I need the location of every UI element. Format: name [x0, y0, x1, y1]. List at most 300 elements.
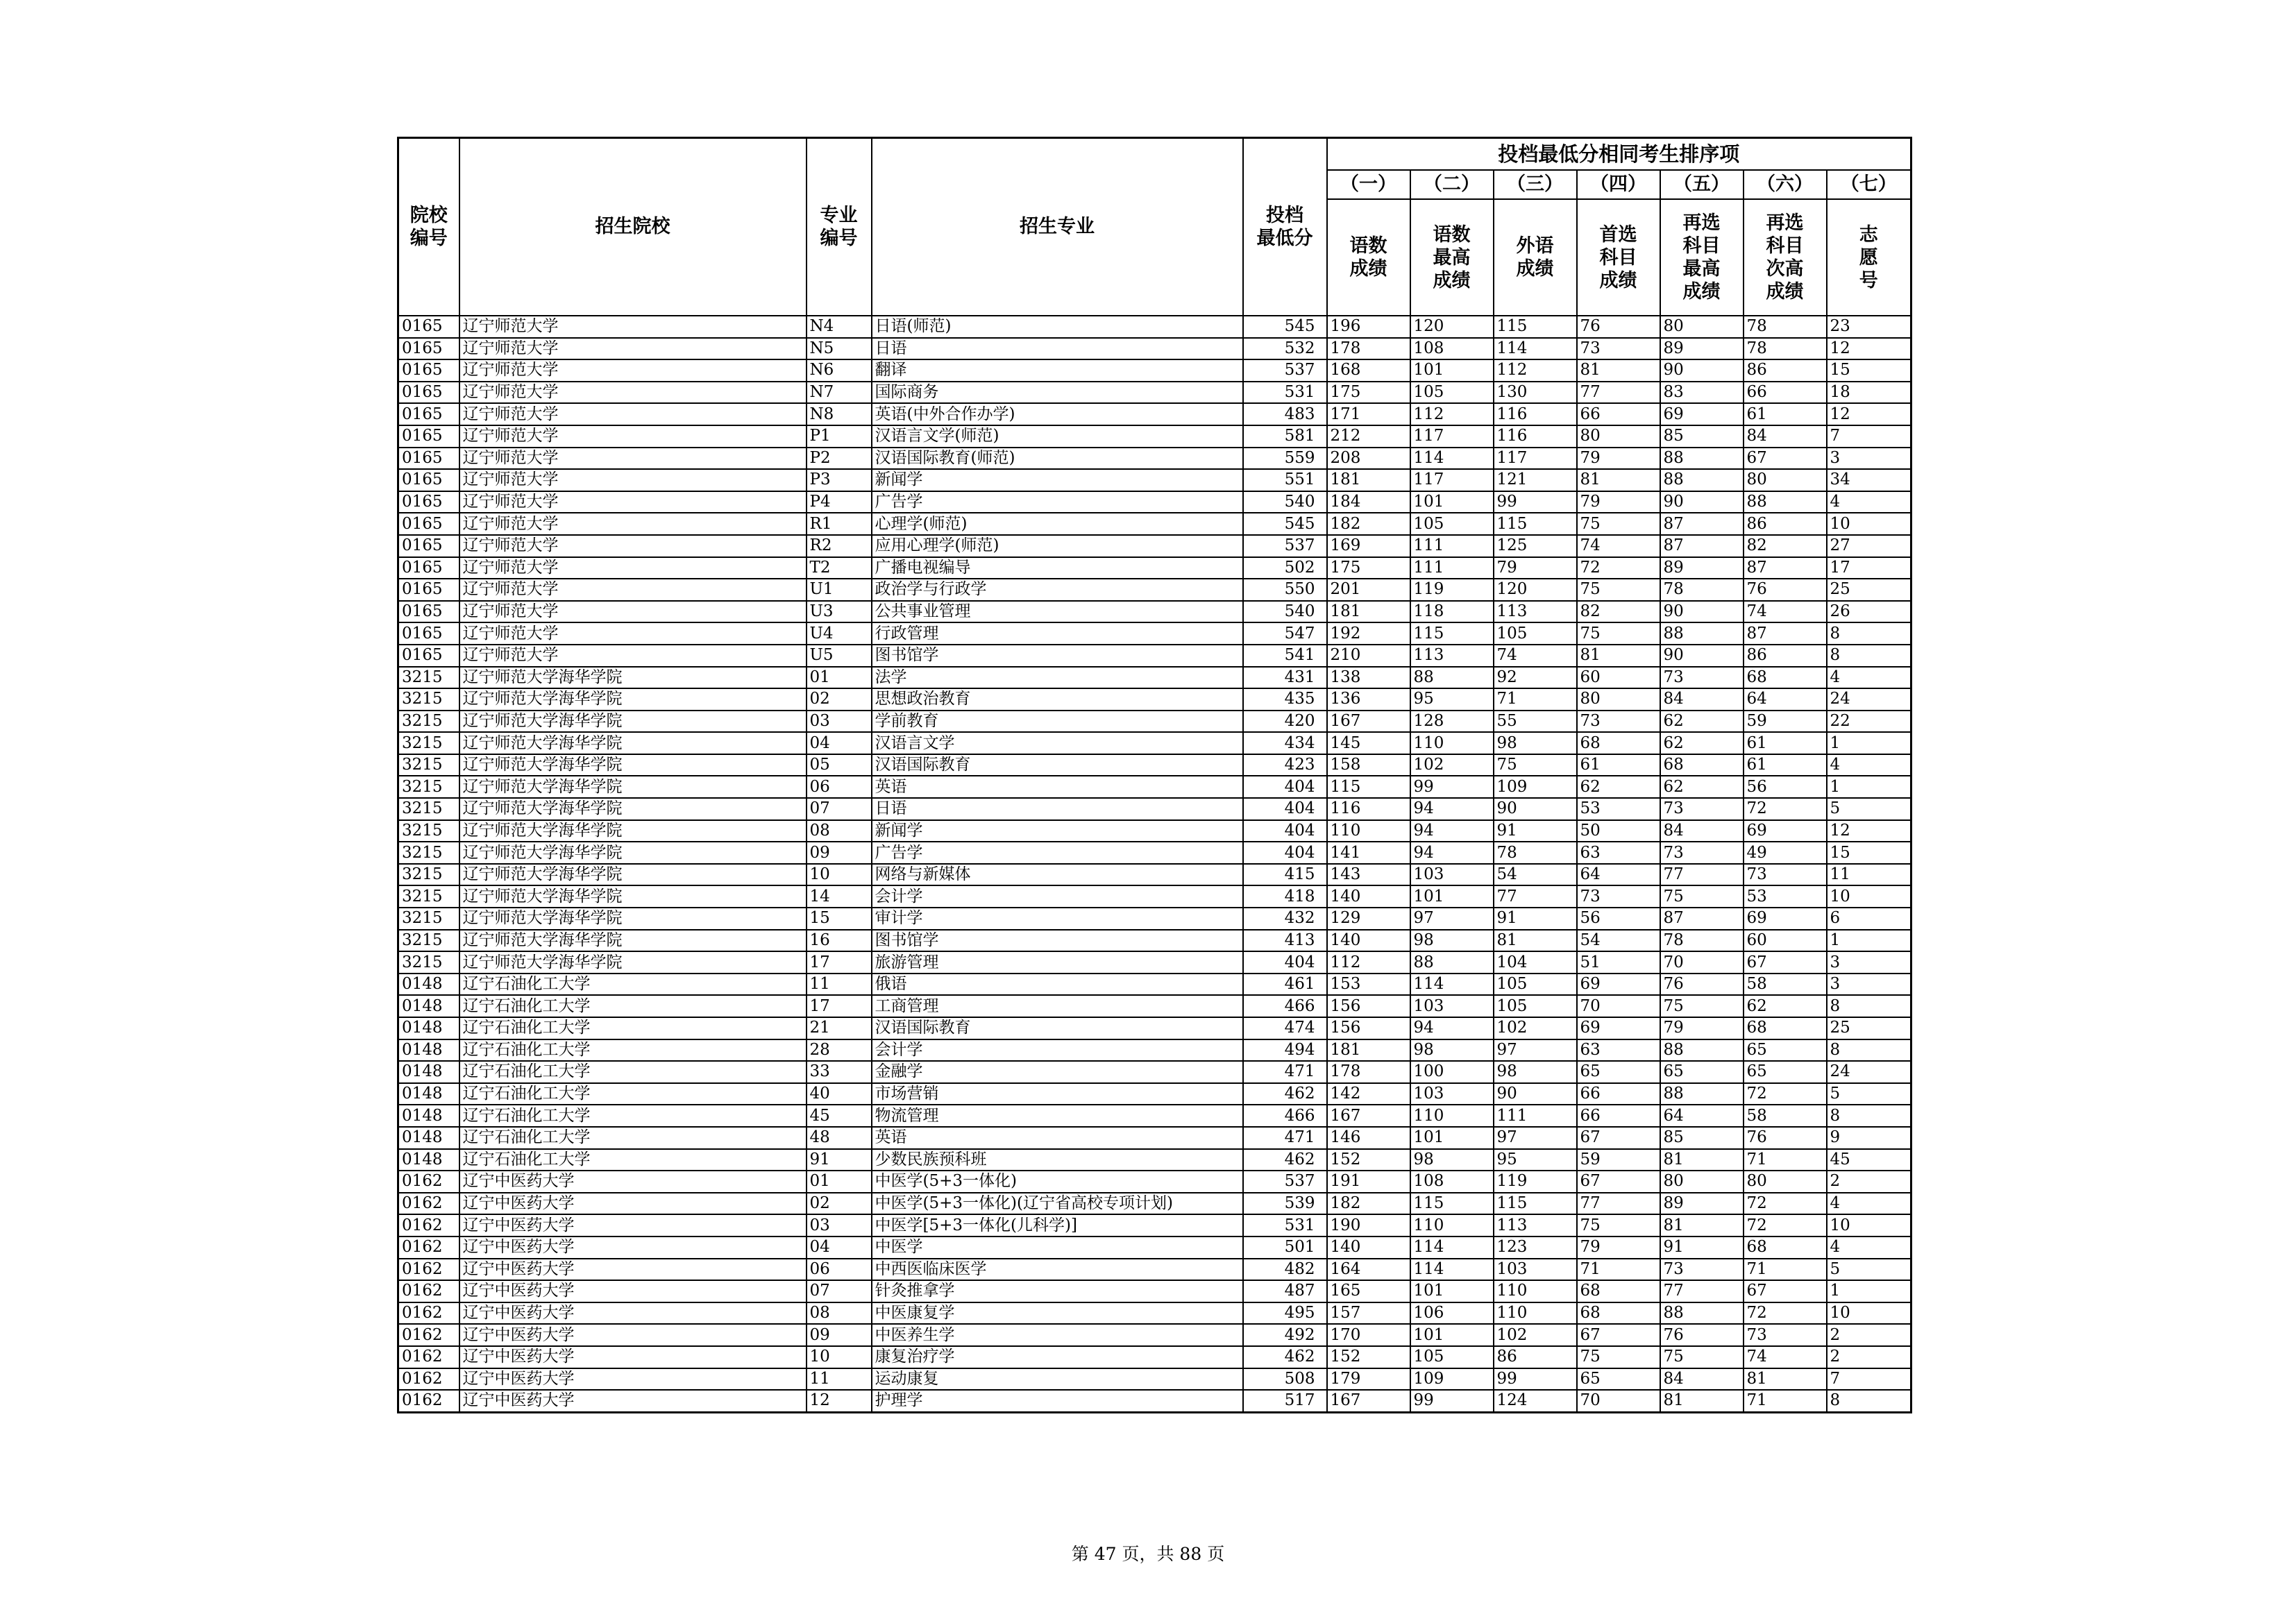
table-row — [398, 885, 1911, 908]
major-name-cell: 思想政治教育 — [872, 688, 1243, 711]
sort2-cell: 101 — [1410, 1280, 1494, 1302]
school-name-cell: 辽宁中医药大学 — [459, 1390, 807, 1412]
table-row — [398, 754, 1911, 776]
sort6-cell: 72 — [1744, 1214, 1827, 1237]
school-name-cell: 辽宁石油化工大学 — [459, 1083, 807, 1105]
sort4-cell: 59 — [1577, 1149, 1660, 1171]
sort2-cell: 113 — [1410, 645, 1494, 667]
sort4-cell: 75 — [1577, 513, 1660, 535]
sort2-cell: 101 — [1410, 885, 1494, 908]
sort4-cell: 72 — [1577, 557, 1660, 579]
sort1-cell: 140 — [1327, 885, 1410, 908]
sort5-cell: 87 — [1660, 908, 1744, 930]
sort1-cell: 182 — [1327, 1193, 1410, 1215]
sort6-cell: 78 — [1744, 338, 1827, 360]
sort5-cell: 77 — [1660, 1280, 1744, 1302]
sort3-cell: 115 — [1494, 513, 1577, 535]
table-row — [398, 448, 1911, 470]
sort6-cell: 74 — [1744, 601, 1827, 623]
major-name-cell: 新闻学 — [872, 820, 1243, 842]
sort3-cell: 113 — [1494, 601, 1577, 623]
sort4-cell: 75 — [1577, 579, 1660, 601]
sort7-cell: 4 — [1827, 1193, 1911, 1215]
sort1-cell: 171 — [1327, 403, 1410, 425]
min-score-cell: 550 — [1243, 579, 1327, 601]
header-sort-item: 语数 最高 成绩 — [1410, 199, 1494, 316]
school-name-cell: 辽宁石油化工大学 — [459, 995, 807, 1017]
sort3-cell: 114 — [1494, 338, 1577, 360]
major-name-cell: 俄语 — [872, 974, 1243, 996]
min-score-cell: 501 — [1243, 1237, 1327, 1259]
header-sort-number: （五） — [1660, 170, 1744, 199]
sort1-cell: 178 — [1327, 338, 1410, 360]
school-name-cell: 辽宁师范大学 — [459, 601, 807, 623]
sort7-cell: 1 — [1827, 930, 1911, 952]
sort3-cell: 75 — [1494, 754, 1577, 776]
header-sort-number: （六） — [1744, 170, 1827, 199]
major-code-cell: 17 — [807, 995, 872, 1017]
table-row — [398, 798, 1911, 820]
sort6-cell: 62 — [1744, 995, 1827, 1017]
school-name-cell: 辽宁师范大学海华学院 — [459, 754, 807, 776]
table-row — [398, 338, 1911, 360]
sort7-cell: 23 — [1827, 316, 1911, 338]
sort1-cell: 175 — [1327, 557, 1410, 579]
sort6-cell: 71 — [1744, 1390, 1827, 1412]
major-code-cell: 04 — [807, 1237, 872, 1259]
sort4-cell: 74 — [1577, 535, 1660, 557]
school-name-cell: 辽宁石油化工大学 — [459, 1105, 807, 1127]
sort7-cell: 2 — [1827, 1346, 1911, 1368]
sort2-cell: 101 — [1410, 359, 1494, 382]
sort7-cell: 1 — [1827, 1280, 1911, 1302]
sort1-cell: 169 — [1327, 535, 1410, 557]
min-score-cell: 466 — [1243, 995, 1327, 1017]
sort3-cell: 113 — [1494, 1214, 1577, 1237]
school-code-cell: 3215 — [398, 842, 459, 864]
sort1-cell: 168 — [1327, 359, 1410, 382]
sort1-cell: 179 — [1327, 1368, 1410, 1391]
sort2-cell: 105 — [1410, 382, 1494, 404]
table-row — [398, 1237, 1911, 1259]
min-score-cell: 482 — [1243, 1259, 1327, 1281]
sort1-cell: 170 — [1327, 1324, 1410, 1346]
min-score-cell: 466 — [1243, 1105, 1327, 1127]
school-name-cell: 辽宁师范大学 — [459, 513, 807, 535]
table-row — [398, 711, 1911, 733]
sort7-cell: 5 — [1827, 798, 1911, 820]
sort7-cell: 10 — [1827, 885, 1911, 908]
sort4-cell: 75 — [1577, 622, 1660, 645]
admission-score-table — [397, 137, 1912, 1413]
school-name-cell: 辽宁师范大学 — [459, 579, 807, 601]
major-name-cell: 英语 — [872, 1127, 1243, 1149]
header-sort-item: 外语 成绩 — [1494, 199, 1577, 316]
sort5-cell: 88 — [1660, 622, 1744, 645]
sort4-cell: 50 — [1577, 820, 1660, 842]
school-code-cell: 3215 — [398, 688, 459, 711]
header-school-code: 院校 编号 — [398, 138, 459, 316]
major-name-cell: 护理学 — [872, 1390, 1243, 1412]
major-code-cell: N4 — [807, 316, 872, 338]
major-name-cell: 工商管理 — [872, 995, 1243, 1017]
sort3-cell: 115 — [1494, 1193, 1577, 1215]
sort3-cell: 110 — [1494, 1302, 1577, 1325]
sort2-cell: 88 — [1410, 667, 1494, 689]
sort4-cell: 80 — [1577, 688, 1660, 711]
major-code-cell: U3 — [807, 601, 872, 623]
school-name-cell: 辽宁中医药大学 — [459, 1193, 807, 1215]
table-row — [398, 995, 1911, 1017]
school-name-cell: 辽宁师范大学海华学院 — [459, 688, 807, 711]
sort2-cell: 108 — [1410, 1171, 1494, 1193]
sort7-cell: 5 — [1827, 1259, 1911, 1281]
table-row — [398, 1017, 1911, 1039]
sort1-cell: 146 — [1327, 1127, 1410, 1149]
sort1-cell: 142 — [1327, 1083, 1410, 1105]
sort7-cell: 24 — [1827, 1061, 1911, 1083]
major-name-cell: 物流管理 — [872, 1105, 1243, 1127]
sort7-cell: 15 — [1827, 842, 1911, 864]
sort1-cell: 181 — [1327, 469, 1410, 491]
table-row — [398, 1061, 1911, 1083]
min-score-cell: 547 — [1243, 622, 1327, 645]
sort6-cell: 68 — [1744, 1237, 1827, 1259]
school-code-cell: 0162 — [398, 1390, 459, 1412]
sort6-cell: 86 — [1744, 645, 1827, 667]
major-code-cell: N7 — [807, 382, 872, 404]
major-name-cell: 广播电视编导 — [872, 557, 1243, 579]
sort1-cell: 129 — [1327, 908, 1410, 930]
sort7-cell: 4 — [1827, 754, 1911, 776]
page-footer: 第 47 页，共 88 页 — [1071, 1544, 1225, 1564]
sort5-cell: 81 — [1660, 1390, 1744, 1412]
sort7-cell: 6 — [1827, 908, 1911, 930]
min-score-cell: 431 — [1243, 667, 1327, 689]
table-row — [398, 316, 1911, 338]
sort2-cell: 98 — [1410, 1149, 1494, 1171]
major-name-cell: 市场营销 — [872, 1083, 1243, 1105]
sort4-cell: 81 — [1577, 469, 1660, 491]
sort2-cell: 114 — [1410, 1237, 1494, 1259]
sort6-cell: 58 — [1744, 974, 1827, 996]
table-row — [398, 513, 1911, 535]
school-code-cell: 0162 — [398, 1302, 459, 1325]
sort1-cell: 192 — [1327, 622, 1410, 645]
sort7-cell: 10 — [1827, 1302, 1911, 1325]
sort4-cell: 64 — [1577, 864, 1660, 886]
school-name-cell: 辽宁中医药大学 — [459, 1237, 807, 1259]
sort1-cell: 175 — [1327, 382, 1410, 404]
min-score-cell: 495 — [1243, 1302, 1327, 1325]
sort2-cell: 100 — [1410, 1061, 1494, 1083]
sort3-cell: 91 — [1494, 820, 1577, 842]
sort3-cell: 111 — [1494, 1105, 1577, 1127]
major-code-cell: 07 — [807, 798, 872, 820]
sort6-cell: 71 — [1744, 1149, 1827, 1171]
sort1-cell: 165 — [1327, 1280, 1410, 1302]
major-name-cell: 汉语言文学(师范) — [872, 425, 1243, 448]
sort7-cell: 10 — [1827, 1214, 1911, 1237]
sort6-cell: 68 — [1744, 1017, 1827, 1039]
sort4-cell: 75 — [1577, 1214, 1660, 1237]
school-name-cell: 辽宁石油化工大学 — [459, 1061, 807, 1083]
table-row — [398, 469, 1911, 491]
min-score-cell: 531 — [1243, 382, 1327, 404]
sort4-cell: 67 — [1577, 1324, 1660, 1346]
major-name-cell: 汉语国际教育 — [872, 754, 1243, 776]
sort2-cell: 114 — [1410, 1259, 1494, 1281]
school-name-cell: 辽宁中医药大学 — [459, 1368, 807, 1391]
header-school-name: 招生院校 — [459, 138, 807, 316]
sort4-cell: 67 — [1577, 1171, 1660, 1193]
table-row — [398, 732, 1911, 754]
header-sort-number: （四） — [1577, 170, 1660, 199]
sort3-cell: 121 — [1494, 469, 1577, 491]
school-name-cell: 辽宁石油化工大学 — [459, 1127, 807, 1149]
sort4-cell: 62 — [1577, 776, 1660, 798]
header-sort-item: 首选 科目 成绩 — [1577, 199, 1660, 316]
sort3-cell: 130 — [1494, 382, 1577, 404]
table-row — [398, 1039, 1911, 1062]
table-row — [398, 688, 1911, 711]
sort4-cell: 79 — [1577, 448, 1660, 470]
major-code-cell: P1 — [807, 425, 872, 448]
school-name-cell: 辽宁师范大学海华学院 — [459, 908, 807, 930]
sort2-cell: 114 — [1410, 448, 1494, 470]
major-code-cell: N5 — [807, 338, 872, 360]
sort7-cell: 1 — [1827, 732, 1911, 754]
major-name-cell: 应用心理学(师范) — [872, 535, 1243, 557]
sort5-cell: 80 — [1660, 316, 1744, 338]
sort2-cell: 117 — [1410, 469, 1494, 491]
major-code-cell: 16 — [807, 930, 872, 952]
min-score-cell: 483 — [1243, 403, 1327, 425]
sort7-cell: 2 — [1827, 1324, 1911, 1346]
sort6-cell: 72 — [1744, 1193, 1827, 1215]
major-code-cell: 03 — [807, 1214, 872, 1237]
major-name-cell: 会计学 — [872, 885, 1243, 908]
sort7-cell: 12 — [1827, 338, 1911, 360]
school-name-cell: 辽宁中医药大学 — [459, 1324, 807, 1346]
school-name-cell: 辽宁师范大学 — [459, 359, 807, 382]
sort7-cell: 18 — [1827, 382, 1911, 404]
major-name-cell: 中西医临床医学 — [872, 1259, 1243, 1281]
sort7-cell: 15 — [1827, 359, 1911, 382]
major-name-cell: 会计学 — [872, 1039, 1243, 1062]
table-row — [398, 1259, 1911, 1281]
sort3-cell: 92 — [1494, 667, 1577, 689]
sort4-cell: 69 — [1577, 974, 1660, 996]
major-name-cell: 英语 — [872, 776, 1243, 798]
school-name-cell: 辽宁石油化工大学 — [459, 1149, 807, 1171]
sort2-cell: 106 — [1410, 1302, 1494, 1325]
table-row — [398, 382, 1911, 404]
min-score-cell: 539 — [1243, 1193, 1327, 1215]
min-score-cell: 462 — [1243, 1346, 1327, 1368]
sort1-cell: 208 — [1327, 448, 1410, 470]
sort6-cell: 67 — [1744, 1280, 1827, 1302]
header-sort-item: 志 愿 号 — [1827, 199, 1911, 316]
sort3-cell: 116 — [1494, 403, 1577, 425]
sort7-cell: 8 — [1827, 995, 1911, 1017]
sort4-cell: 79 — [1577, 491, 1660, 513]
school-name-cell: 辽宁师范大学海华学院 — [459, 732, 807, 754]
sort4-cell: 80 — [1577, 425, 1660, 448]
table-row — [398, 820, 1911, 842]
sort1-cell: 152 — [1327, 1346, 1410, 1368]
school-code-cell: 0148 — [398, 1017, 459, 1039]
school-code-cell: 0165 — [398, 469, 459, 491]
table-body — [398, 316, 1911, 1412]
major-code-cell: 10 — [807, 864, 872, 886]
sort1-cell: 110 — [1327, 820, 1410, 842]
sort5-cell: 89 — [1660, 557, 1744, 579]
sort5-cell: 73 — [1660, 1259, 1744, 1281]
school-name-cell: 辽宁石油化工大学 — [459, 974, 807, 996]
sort2-cell: 95 — [1410, 688, 1494, 711]
school-name-cell: 辽宁师范大学 — [459, 557, 807, 579]
sort5-cell: 75 — [1660, 885, 1744, 908]
sort5-cell: 76 — [1660, 974, 1744, 996]
sort4-cell: 73 — [1577, 338, 1660, 360]
sort6-cell: 56 — [1744, 776, 1827, 798]
school-code-cell: 3215 — [398, 930, 459, 952]
major-name-cell: 日语(师范) — [872, 316, 1243, 338]
table-row — [398, 491, 1911, 513]
major-name-cell: 法学 — [872, 667, 1243, 689]
table-row — [398, 908, 1911, 930]
sort1-cell: 167 — [1327, 1105, 1410, 1127]
table-row — [398, 1346, 1911, 1368]
min-score-cell: 581 — [1243, 425, 1327, 448]
school-name-cell: 辽宁中医药大学 — [459, 1280, 807, 1302]
school-code-cell: 0148 — [398, 1127, 459, 1149]
sort5-cell: 79 — [1660, 1017, 1744, 1039]
min-score-cell: 540 — [1243, 491, 1327, 513]
sort5-cell: 84 — [1660, 688, 1744, 711]
table-row — [398, 359, 1911, 382]
sort2-cell: 94 — [1410, 820, 1494, 842]
school-name-cell: 辽宁中医药大学 — [459, 1214, 807, 1237]
major-name-cell: 学前教育 — [872, 711, 1243, 733]
sort3-cell: 124 — [1494, 1390, 1577, 1412]
min-score-cell: 537 — [1243, 535, 1327, 557]
major-code-cell: 08 — [807, 820, 872, 842]
table-row — [398, 1280, 1911, 1302]
sort6-cell: 67 — [1744, 951, 1827, 974]
major-code-cell: R1 — [807, 513, 872, 535]
sort3-cell: 123 — [1494, 1237, 1577, 1259]
min-score-cell: 471 — [1243, 1061, 1327, 1083]
school-code-cell: 0165 — [398, 513, 459, 535]
sort5-cell: 73 — [1660, 798, 1744, 820]
sort2-cell: 98 — [1410, 1039, 1494, 1062]
sort5-cell: 81 — [1660, 1149, 1744, 1171]
sort5-cell: 75 — [1660, 1346, 1744, 1368]
sort2-cell: 101 — [1410, 1127, 1494, 1149]
sort5-cell: 90 — [1660, 601, 1744, 623]
school-code-cell: 0162 — [398, 1259, 459, 1281]
sort1-cell: 140 — [1327, 1237, 1410, 1259]
sort1-cell: 190 — [1327, 1214, 1410, 1237]
sort2-cell: 102 — [1410, 754, 1494, 776]
sort4-cell: 68 — [1577, 1302, 1660, 1325]
major-name-cell: 公共事业管理 — [872, 601, 1243, 623]
major-code-cell: T2 — [807, 557, 872, 579]
sort7-cell: 45 — [1827, 1149, 1911, 1171]
sort7-cell: 3 — [1827, 951, 1911, 974]
header-major-code: 专业 编号 — [807, 138, 872, 316]
min-score-cell: 492 — [1243, 1324, 1327, 1346]
school-name-cell: 辽宁师范大学 — [459, 622, 807, 645]
min-score-cell: 537 — [1243, 359, 1327, 382]
sort1-cell: 140 — [1327, 930, 1410, 952]
major-code-cell: R2 — [807, 535, 872, 557]
major-code-cell: 08 — [807, 1302, 872, 1325]
school-name-cell: 辽宁师范大学 — [459, 469, 807, 491]
school-name-cell: 辽宁师范大学海华学院 — [459, 951, 807, 974]
sort5-cell: 87 — [1660, 535, 1744, 557]
sort7-cell: 24 — [1827, 688, 1911, 711]
major-code-cell: 02 — [807, 1193, 872, 1215]
sort6-cell: 61 — [1744, 754, 1827, 776]
min-score-cell: 517 — [1243, 1390, 1327, 1412]
sort3-cell: 104 — [1494, 951, 1577, 974]
sort3-cell: 102 — [1494, 1017, 1577, 1039]
sort6-cell: 64 — [1744, 688, 1827, 711]
sort6-cell: 82 — [1744, 535, 1827, 557]
min-score-cell: 418 — [1243, 885, 1327, 908]
sort4-cell: 70 — [1577, 1390, 1660, 1412]
sort1-cell: 182 — [1327, 513, 1410, 535]
school-code-cell: 0162 — [398, 1324, 459, 1346]
table-row — [398, 622, 1911, 645]
sort4-cell: 76 — [1577, 316, 1660, 338]
major-code-cell: 45 — [807, 1105, 872, 1127]
sort3-cell: 55 — [1494, 711, 1577, 733]
major-code-cell: 48 — [807, 1127, 872, 1149]
sort5-cell: 62 — [1660, 776, 1744, 798]
school-code-cell: 0165 — [398, 601, 459, 623]
sort7-cell: 2 — [1827, 1171, 1911, 1193]
sort4-cell: 66 — [1577, 1105, 1660, 1127]
school-code-cell: 0165 — [398, 316, 459, 338]
min-score-cell: 462 — [1243, 1083, 1327, 1105]
school-name-cell: 辽宁师范大学 — [459, 645, 807, 667]
sort1-cell: 181 — [1327, 1039, 1410, 1062]
major-code-cell: 15 — [807, 908, 872, 930]
major-code-cell: P4 — [807, 491, 872, 513]
sort4-cell: 63 — [1577, 1039, 1660, 1062]
sort2-cell: 114 — [1410, 974, 1494, 996]
sort1-cell: 156 — [1327, 1017, 1410, 1039]
sort7-cell: 12 — [1827, 403, 1911, 425]
header-major-name: 招生专业 — [872, 138, 1243, 316]
sort3-cell: 105 — [1494, 995, 1577, 1017]
sort6-cell: 66 — [1744, 382, 1827, 404]
major-name-cell: 网络与新媒体 — [872, 864, 1243, 886]
school-code-cell: 0165 — [398, 338, 459, 360]
major-code-cell: U1 — [807, 579, 872, 601]
sort2-cell: 111 — [1410, 557, 1494, 579]
major-name-cell: 政治学与行政学 — [872, 579, 1243, 601]
sort1-cell: 212 — [1327, 425, 1410, 448]
school-code-cell: 0162 — [398, 1237, 459, 1259]
sort2-cell: 112 — [1410, 403, 1494, 425]
school-code-cell: 0165 — [398, 645, 459, 667]
sort4-cell: 70 — [1577, 995, 1660, 1017]
